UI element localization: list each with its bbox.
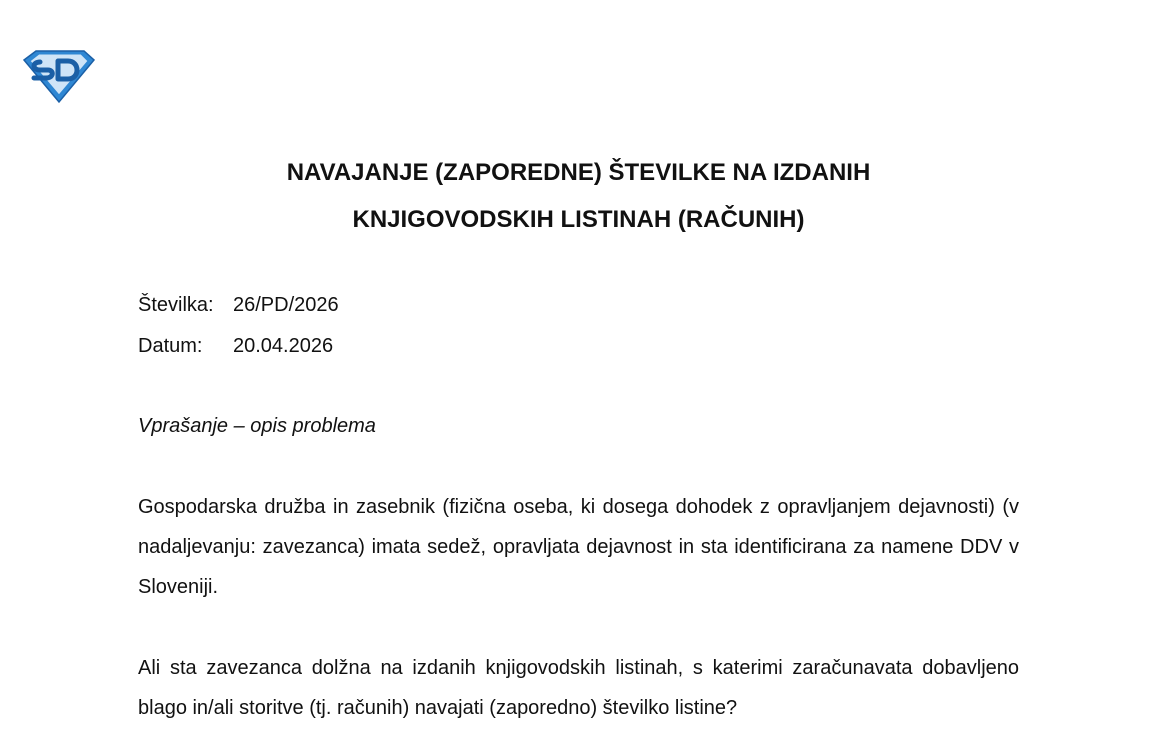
paragraph-2: Ali sta zavezanca dolžna na izdanih knjigovodskih listinah, s katerimi zaračunavata dobavljeno blago in/ali storitve (tj. računih) navajati (zaporedno) številko listine?: [138, 657, 1019, 719]
sd-logo-icon: [22, 48, 96, 104]
document-title-line-1: NAVAJANJE (ZAPOREDNE) ŠTEVILKE NA IZDANIH: [286, 159, 871, 186]
section-heading: Vprašanje – opis problema: [138, 415, 376, 437]
paragraph-1: Gospodarska družba in zasebnik (fizična oseba, ki dosega dohodek z opravljanjem dejavnosti) (v nadaljevanju: zavezanca) imata sedež, opravljata dejavnost in sta identificirana za namene DDV v Sloveniji.: [138, 496, 1019, 598]
document-date-label: Datum:: [138, 335, 203, 357]
document-number-label: Številka:: [138, 294, 214, 316]
document-title-line-2: KNJIGOVODSKIH LISTINAH (RAČUNIH): [352, 206, 805, 233]
document-number-row: [138, 292, 339, 318]
document-date-row: [138, 333, 333, 359]
document-number-value: 26/PD/2026: [233, 294, 339, 316]
document-date-value: 20.04.2026: [233, 335, 334, 357]
